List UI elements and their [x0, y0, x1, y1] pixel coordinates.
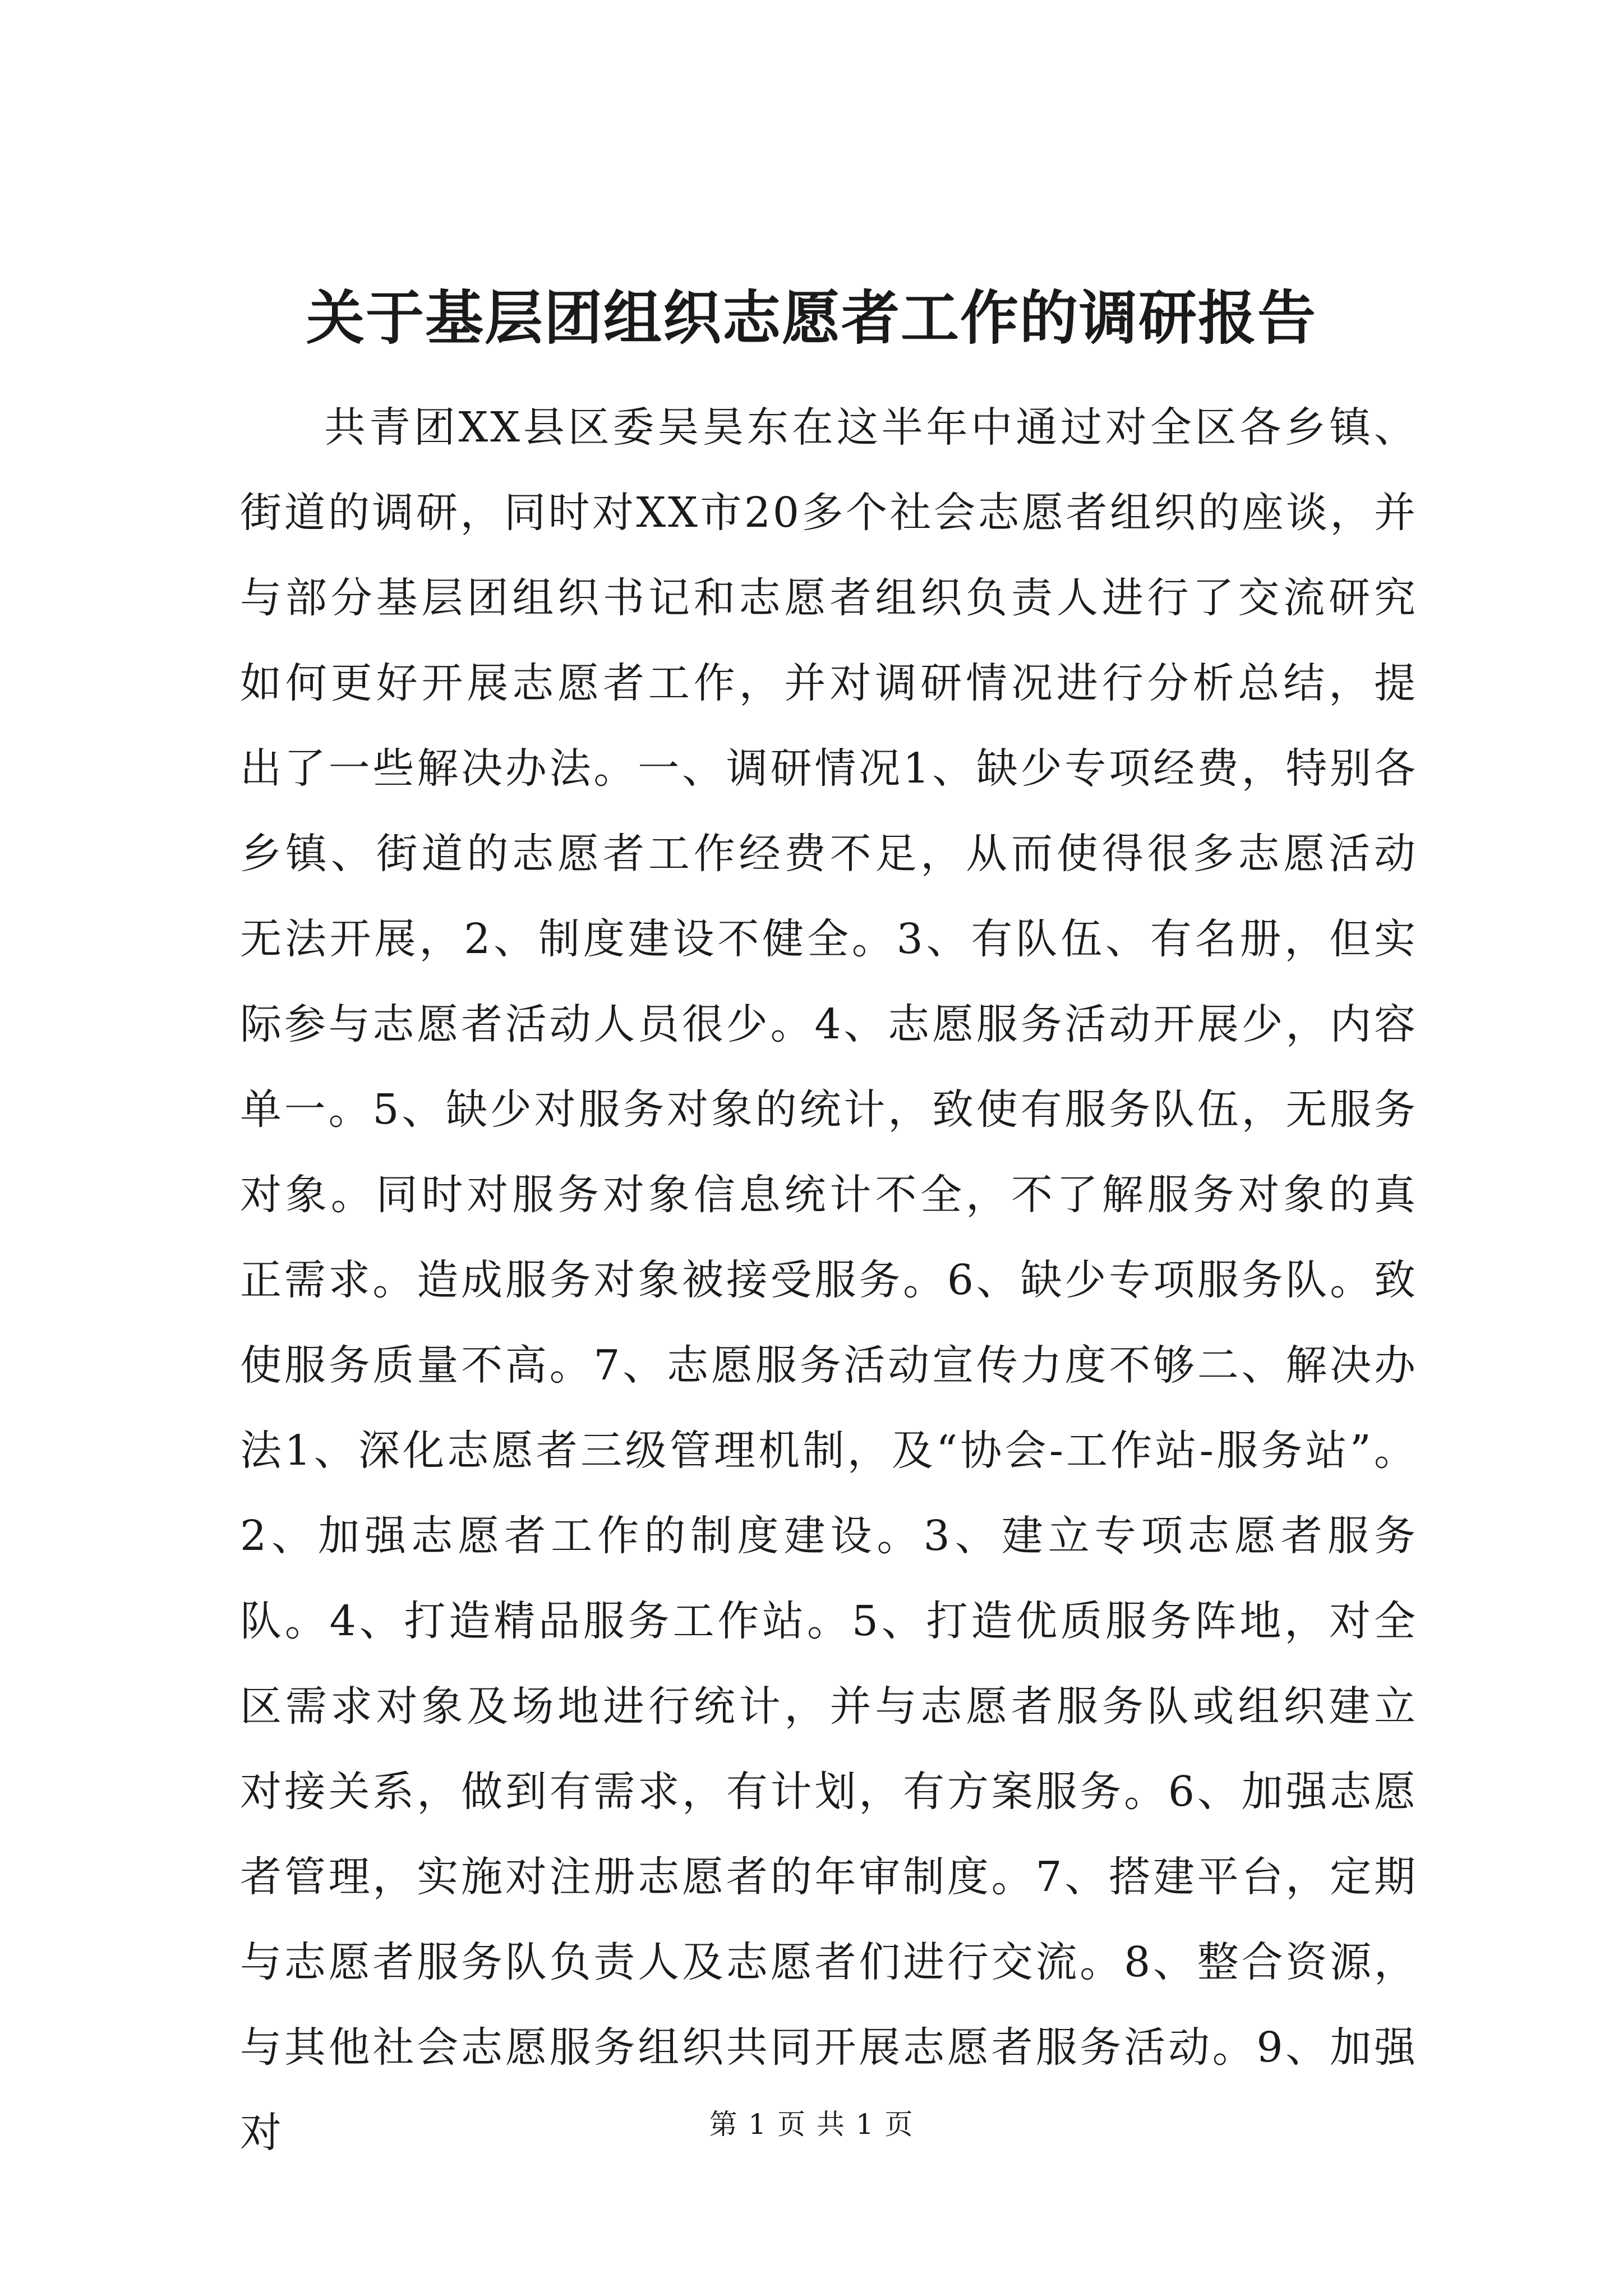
document-title: 关于基层团组织志愿者工作的调研报告 [306, 283, 1317, 352]
page-footer: 第 1 页 共 1 页 [709, 2108, 914, 2141]
document-body: 共青团XX县区委吴昊东在这半年中通过对全区各乡镇、街道的调研，同时对XX市20多个社会志愿者组织的座谈，并与部分基层团组织书记和志愿者组织负责人进行了交流研究如何更好开展志愿者工作，并对调研情况进行分析总结，提出了一些解决办法。一、调研情况1、缺少专项经费，特别各乡镇、街道的志愿者工作经费不足，从而使得很多志愿活动无法开展，2、制度建设不健全。3、有队伍、有名册，但实际参与志愿者活动人员很少。4、志愿服务活动开展少，内容单一。5、缺少对服务对象的统计，致使有服务队伍，无服务对象。同时对服务对象信息统计不全，不了解服务对象的真正需求。造成服务对象被接受服务。6、缺少专项服务队。致使服务质量不高。7、志愿服务活动宣传力度不够二、解决办法1、深化志愿者三级管理机制，及“协会-工作站-服务站”。2、加强志愿者工作的制度建设。3、建立专项志愿者服务队。4、打造精品服务工作站。5、打造优质服务阵地，对全区需求对象及场地进行统计，并与志愿者服务队或组织建立对接关系，做到有需求，有计划，有方案服务。6、加强志愿者管理，实施对注册志愿者的年审制度。7、搭建平台，定期与志愿者服务队负责人及志愿者们进行交流。8、整合资源，与其他社会志愿服务组织共同开展志愿者服务活动。9、加强对 [240, 403, 1418, 2157]
